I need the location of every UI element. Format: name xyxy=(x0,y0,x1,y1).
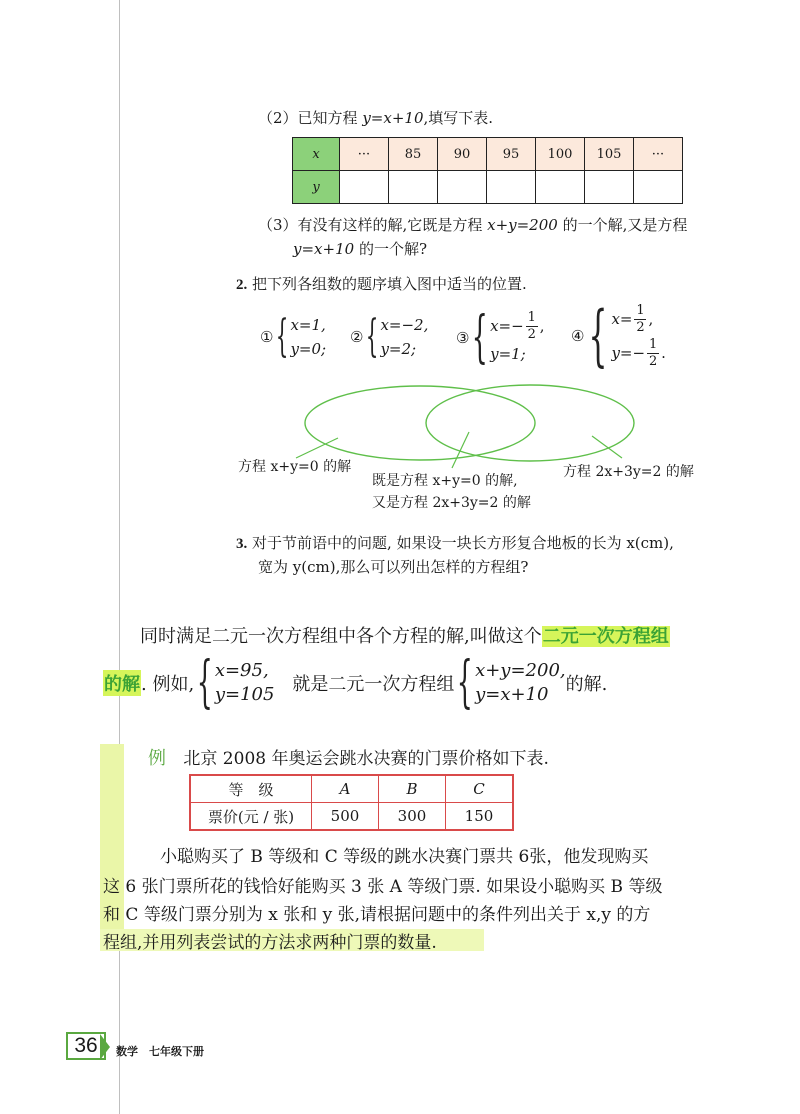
numerator: 1 xyxy=(527,309,536,325)
system-line: x=− xyxy=(490,317,524,335)
system-line: x=95, xyxy=(214,660,269,681)
q3-eq2: y=x+10 xyxy=(293,240,355,258)
q2-equation: y=x+10 xyxy=(362,109,424,127)
x-header: x xyxy=(293,138,340,171)
circled-number: ① xyxy=(260,328,274,346)
leader-right xyxy=(592,436,622,458)
brace: { xyxy=(276,311,289,362)
brace: { xyxy=(589,297,608,374)
system-line: x= xyxy=(611,310,633,328)
example-body-1: 小聪购买了 B 等级和 C 等级的跳水决赛门票共 6张，他发现购买 xyxy=(160,847,649,867)
venn-right-label: 方程 2x+3y=2 的解 xyxy=(563,464,694,480)
brace: { xyxy=(472,305,489,370)
numerator: 1 xyxy=(648,336,658,352)
x-cell: 85 xyxy=(389,138,438,171)
q2-label: （2）已知方程 xyxy=(258,109,358,127)
q3-eq1: x+y=200 xyxy=(487,216,558,234)
table-header-cell: A xyxy=(312,775,379,803)
problem-text: 对于节前语中的问题, 如果设一块长方形复合地板的长为 x(cm), xyxy=(252,534,674,552)
q3-text: （3）有没有这样的解,它既是方程 xyxy=(258,216,483,234)
definition-text: 同时满足二元一次方程组中各个方程的解,叫做这个 xyxy=(140,626,542,647)
period: . xyxy=(661,344,666,362)
denominator: 2 xyxy=(648,353,658,369)
table-cell: 票价(元 / 张) xyxy=(190,803,312,831)
definition-term: 的解 xyxy=(103,670,141,696)
system-line: x+y=200, xyxy=(475,660,566,681)
x-cell: ··· xyxy=(340,138,389,171)
example-body-2: 这 6 张门票所花的钱恰好能购买 3 张 A 等级门票. 如果设小聪购买 B 等级 xyxy=(103,877,663,897)
system-line: x=−2, xyxy=(380,316,429,334)
definition-line2 xyxy=(103,650,608,715)
brace: { xyxy=(457,650,474,715)
brace: { xyxy=(196,650,214,715)
y-header: y xyxy=(293,171,340,204)
q3-text: 的一个解? xyxy=(358,240,427,258)
definition-term: 二元一次方程组 xyxy=(542,626,669,647)
numerator: 1 xyxy=(636,302,645,318)
example-body-3: 和 C 等级门票分别为 x 张和 y 张,请根据问题中的条件列出关于 x,y 的方 xyxy=(103,905,651,925)
problem-number: 2. xyxy=(236,277,248,293)
system-line: y=1; xyxy=(490,345,526,363)
example-intro: 北京 2008 年奥运会跳水决赛的门票价格如下表. xyxy=(183,749,549,769)
ticket-price-table xyxy=(189,774,514,831)
venn-middle-label-1: 既是方程 x+y=0 的解, xyxy=(372,473,518,489)
table-header-cell: B xyxy=(379,775,446,803)
x-cell: ··· xyxy=(634,138,683,171)
venn-right-ellipse xyxy=(426,385,634,461)
definition-text: 就是二元一次方程组 xyxy=(292,674,455,695)
system-line: y=x+10 xyxy=(475,684,549,705)
system-line: y=105 xyxy=(214,684,275,705)
book-title: 数学 七年级下册 xyxy=(116,1045,204,1058)
venn-left-label: 方程 x+y=0 的解 xyxy=(238,459,352,475)
comma: , xyxy=(648,310,654,328)
example-label: 例 xyxy=(148,748,166,769)
example-body-4: 程组,并用列表尝试的方法求两种门票的数量. xyxy=(103,933,437,953)
problem-3 xyxy=(236,531,674,556)
q3-text: 的一个解,又是方程 xyxy=(562,216,688,234)
problem-text: 把下列各组数的题序填入图中适当的位置. xyxy=(252,275,527,293)
leader-middle xyxy=(452,432,469,468)
system-line: y=− xyxy=(611,344,646,362)
circled-number: ② xyxy=(350,328,364,346)
comma: , xyxy=(539,317,545,335)
x-cell: 100 xyxy=(536,138,585,171)
system-line: y=0; xyxy=(290,340,327,358)
system-line: y=2; xyxy=(380,340,417,358)
table-cell: 300 xyxy=(379,803,446,831)
definition-text: . 例如, xyxy=(141,674,195,695)
table-header-cell: 等 级 xyxy=(190,775,312,803)
page-number: 36 xyxy=(66,1032,106,1060)
venn-left-ellipse xyxy=(305,386,535,460)
system-line: x=1, xyxy=(290,316,326,334)
table-cell: 150 xyxy=(446,803,514,831)
x-cell: 90 xyxy=(438,138,487,171)
problem-3-line2: 宽为 y(cm),那么可以列出怎样的方程组? xyxy=(258,558,529,576)
definition-line1 xyxy=(140,624,670,650)
denominator: 2 xyxy=(527,326,536,342)
table-cell: 500 xyxy=(312,803,379,831)
problem-number: 3. xyxy=(236,536,248,552)
brace: { xyxy=(366,311,379,362)
table-header-cell: C xyxy=(446,775,514,803)
circled-number: ③ xyxy=(456,329,470,347)
x-cell: 105 xyxy=(585,138,634,171)
definition-text: 的解. xyxy=(565,674,608,695)
example-intro-line xyxy=(148,744,549,770)
denominator: 2 xyxy=(636,319,645,335)
q2-tail: ,填写下表. xyxy=(423,109,494,127)
leader-left xyxy=(296,438,338,458)
page-arrow-icon xyxy=(100,1034,110,1060)
circled-number: ④ xyxy=(571,327,585,345)
venn-middle-label-2: 又是方程 2x+3y=2 的解 xyxy=(372,495,531,511)
x-cell: 95 xyxy=(487,138,536,171)
